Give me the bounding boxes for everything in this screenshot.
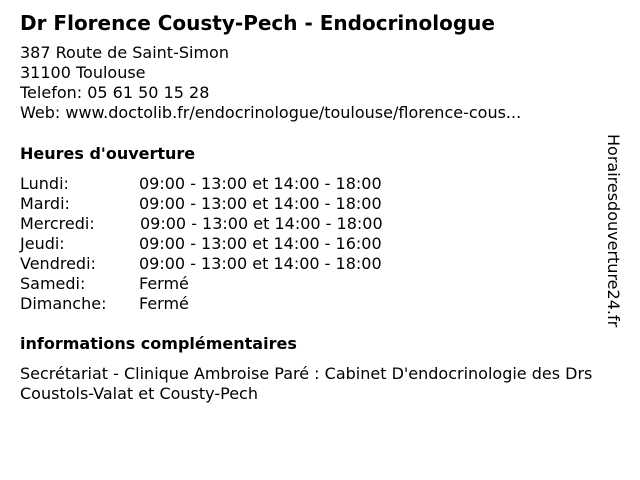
- hours-value: 09:00 - 13:00 et 14:00 - 18:00: [140, 214, 383, 233]
- day-label: Mardi:: [20, 194, 70, 213]
- additional-info-text: Secrétariat - Clinique Ambroise Paré : Cabinet D'endocrinologie des Drs Coustols-Valat et Cousty-Pech: [20, 364, 593, 403]
- watermark-text: Horairesdouverture24.fr: [604, 134, 623, 328]
- day-label: Dimanche:: [20, 294, 107, 313]
- day-label: Lundi:: [20, 174, 69, 193]
- website-link: Web: www.doctolib.fr/endocrinologue/toulouse/florence-cous...: [20, 103, 522, 122]
- day-label: Samedi:: [20, 274, 86, 293]
- hours-value: Fermé: [139, 294, 189, 313]
- address-city: 31100 Toulouse: [20, 63, 146, 82]
- hours-value: Fermé: [139, 274, 189, 293]
- hours-value: 09:00 - 13:00 et 14:00 - 18:00: [139, 194, 382, 213]
- additional-info-heading: informations complémentaires: [20, 334, 297, 353]
- day-label: Vendredi:: [20, 254, 96, 273]
- address-street: 387 Route de Saint-Simon: [20, 43, 229, 62]
- phone-number: Telefon: 05 61 50 15 28: [20, 83, 210, 102]
- hours-value: 09:00 - 13:00 et 14:00 - 18:00: [139, 174, 382, 193]
- hours-value: 09:00 - 13:00 et 14:00 - 18:00: [139, 254, 382, 273]
- day-label: Mercredi:: [20, 214, 95, 233]
- opening-hours-heading: Heures d'ouverture: [20, 144, 196, 163]
- day-label: Jeudi:: [20, 234, 65, 253]
- hours-value: 09:00 - 13:00 et 14:00 - 16:00: [139, 234, 382, 253]
- page-title: Dr Florence Cousty-Pech - Endocrinologue: [20, 11, 495, 35]
